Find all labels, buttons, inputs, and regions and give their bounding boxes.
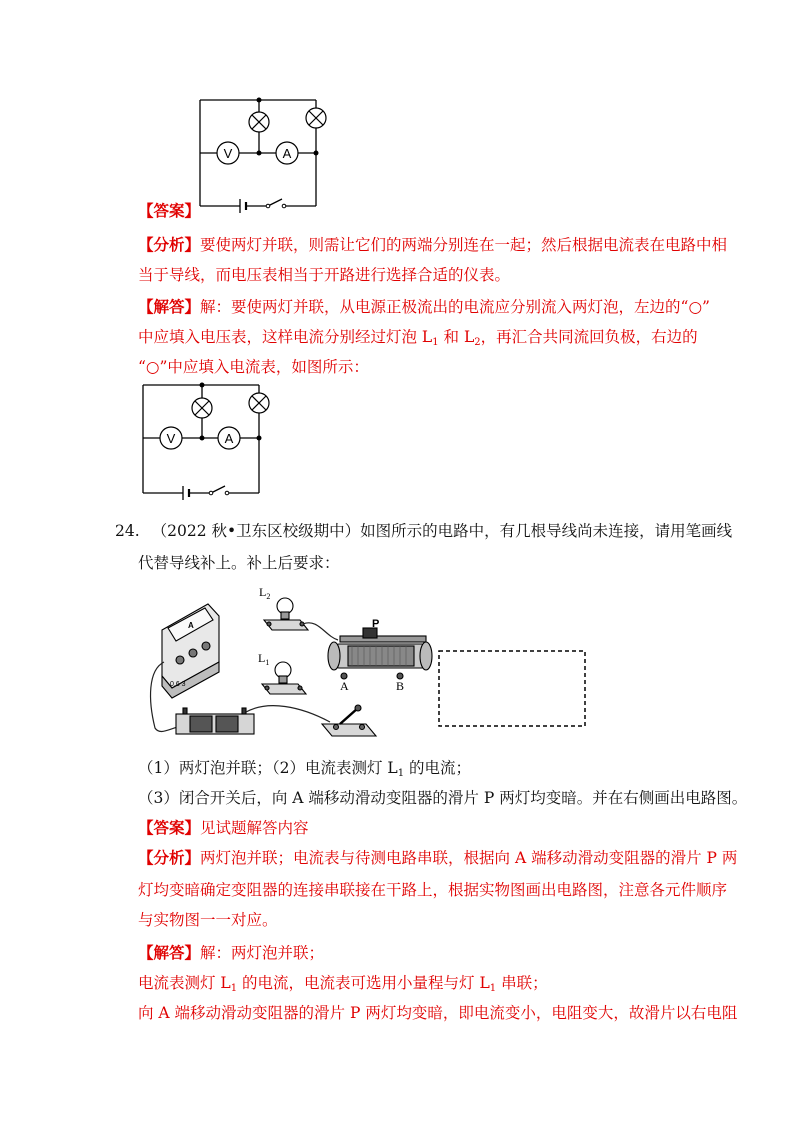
analysis-1-label: 【分析】: [138, 235, 201, 254]
sub-5: 1: [489, 983, 497, 994]
solution-1-text-2a: 中应填入电压表，这样电流分别经过灯泡 L: [138, 328, 433, 346]
voltmeter-label-1: V: [223, 146, 233, 161]
requirement-1: [138, 757, 471, 785]
circuit-drawing-box: [439, 651, 585, 726]
lamp-l2: [264, 598, 308, 630]
analysis-2-line-2: 灯均变暗确定变阻器的连接串联接在干路上，根据实物图画出电路图，注意各元件顺序: [138, 881, 728, 899]
sub-3: 1: [397, 768, 405, 779]
question-24-line-2: 代替导线补上。补上后要求：: [138, 554, 340, 572]
solution-2-line-3: 向 A 端移动滑动变阻器的滑片 P 两灯均变暗，即电流变小，电阻变大，故滑片以右电阻: [138, 1004, 738, 1022]
solution-1-line-3: “○”中应填入电流表，如图所示：: [138, 358, 369, 376]
question-24-text-1: （2022 秋•卫东区校级期中）如图所示的电路中，有几根导线尚未连接，请用笔画线: [151, 522, 733, 540]
ammeter-face-label: A: [188, 621, 194, 630]
lamp-l2-label: $L_2$: [259, 585, 271, 601]
sub-2: 2: [474, 337, 481, 348]
requirement-2: （3）闭合开关后，向 A 端移动滑动变阻器的滑片 P 两灯均变暗。并在右侧画出电路图。: [138, 789, 748, 807]
solution-2-text-2c: 串联；: [496, 974, 548, 992]
question-number: 24.: [115, 522, 140, 540]
battery-holder: [176, 708, 254, 734]
answer-2-text: 见试题解答内容: [200, 819, 309, 837]
requirement-1-text-a: （1）两灯泡并联；（2）电流表测灯 L: [138, 759, 398, 777]
analysis-2-line-3: 与实物图一一对应。: [138, 911, 278, 929]
analysis-2-line-1: [138, 847, 737, 869]
terminal-b-label: B: [396, 679, 405, 693]
solution-1-text-2b: 和 L: [438, 328, 475, 346]
answer-2-label: 【答案】: [138, 818, 201, 837]
solution-2-label: 【解答】: [138, 943, 201, 962]
lamp-l1-label: $L_1$: [258, 651, 270, 667]
switch-device: [322, 705, 376, 736]
analysis-1-line-2: 当于导线，而电压表相当于开路进行选择合适的仪表。: [138, 266, 511, 284]
ammeter-label-2: A: [224, 431, 234, 446]
solution-2-text-2b: 的电流，电流表可选用小量程与灯 L: [237, 974, 490, 992]
terminal-a-label: A: [340, 679, 349, 693]
solution-2-line-1: [138, 942, 324, 964]
solution-2-text-1: 解：两灯泡并联；: [200, 944, 325, 962]
requirement-1-text-b: 的电流；: [404, 759, 472, 777]
solution-2-text-2a: 电流表测灯 L: [138, 974, 231, 992]
answer-1-label: 【答案】: [138, 201, 201, 220]
analysis-2-text-1: 两灯泡并联；电流表与待测电路串联，根据向 A 端移动滑动变阻器的滑片 P 两: [200, 849, 738, 867]
solution-1-text-1: 解：要使两灯并联，从电源正极流出的电流应分别流入两灯泡，左边的“○”: [200, 298, 710, 316]
solution-2-line-2: [138, 972, 548, 1000]
slider-p-label: P: [372, 618, 380, 630]
sub-1: 1: [432, 337, 439, 348]
solution-1-label: 【解答】: [138, 297, 201, 316]
rheostat-device: [328, 628, 432, 679]
ammeter-label-1: A: [282, 146, 292, 161]
sub-4: 1: [230, 983, 238, 994]
ammeter-scale-label: 0.6 3: [170, 681, 186, 688]
analysis-2-label: 【分析】: [138, 848, 201, 867]
answer-2: [138, 817, 309, 839]
analysis-1-text-1: 要使两灯并联，则需让它们的两端分别连在一起；然后根据电流表在电路中相: [200, 236, 728, 254]
solution-1-text-2c: ，再汇合共同流回负极，右边的: [480, 328, 698, 346]
voltmeter-label-2: V: [166, 431, 176, 446]
